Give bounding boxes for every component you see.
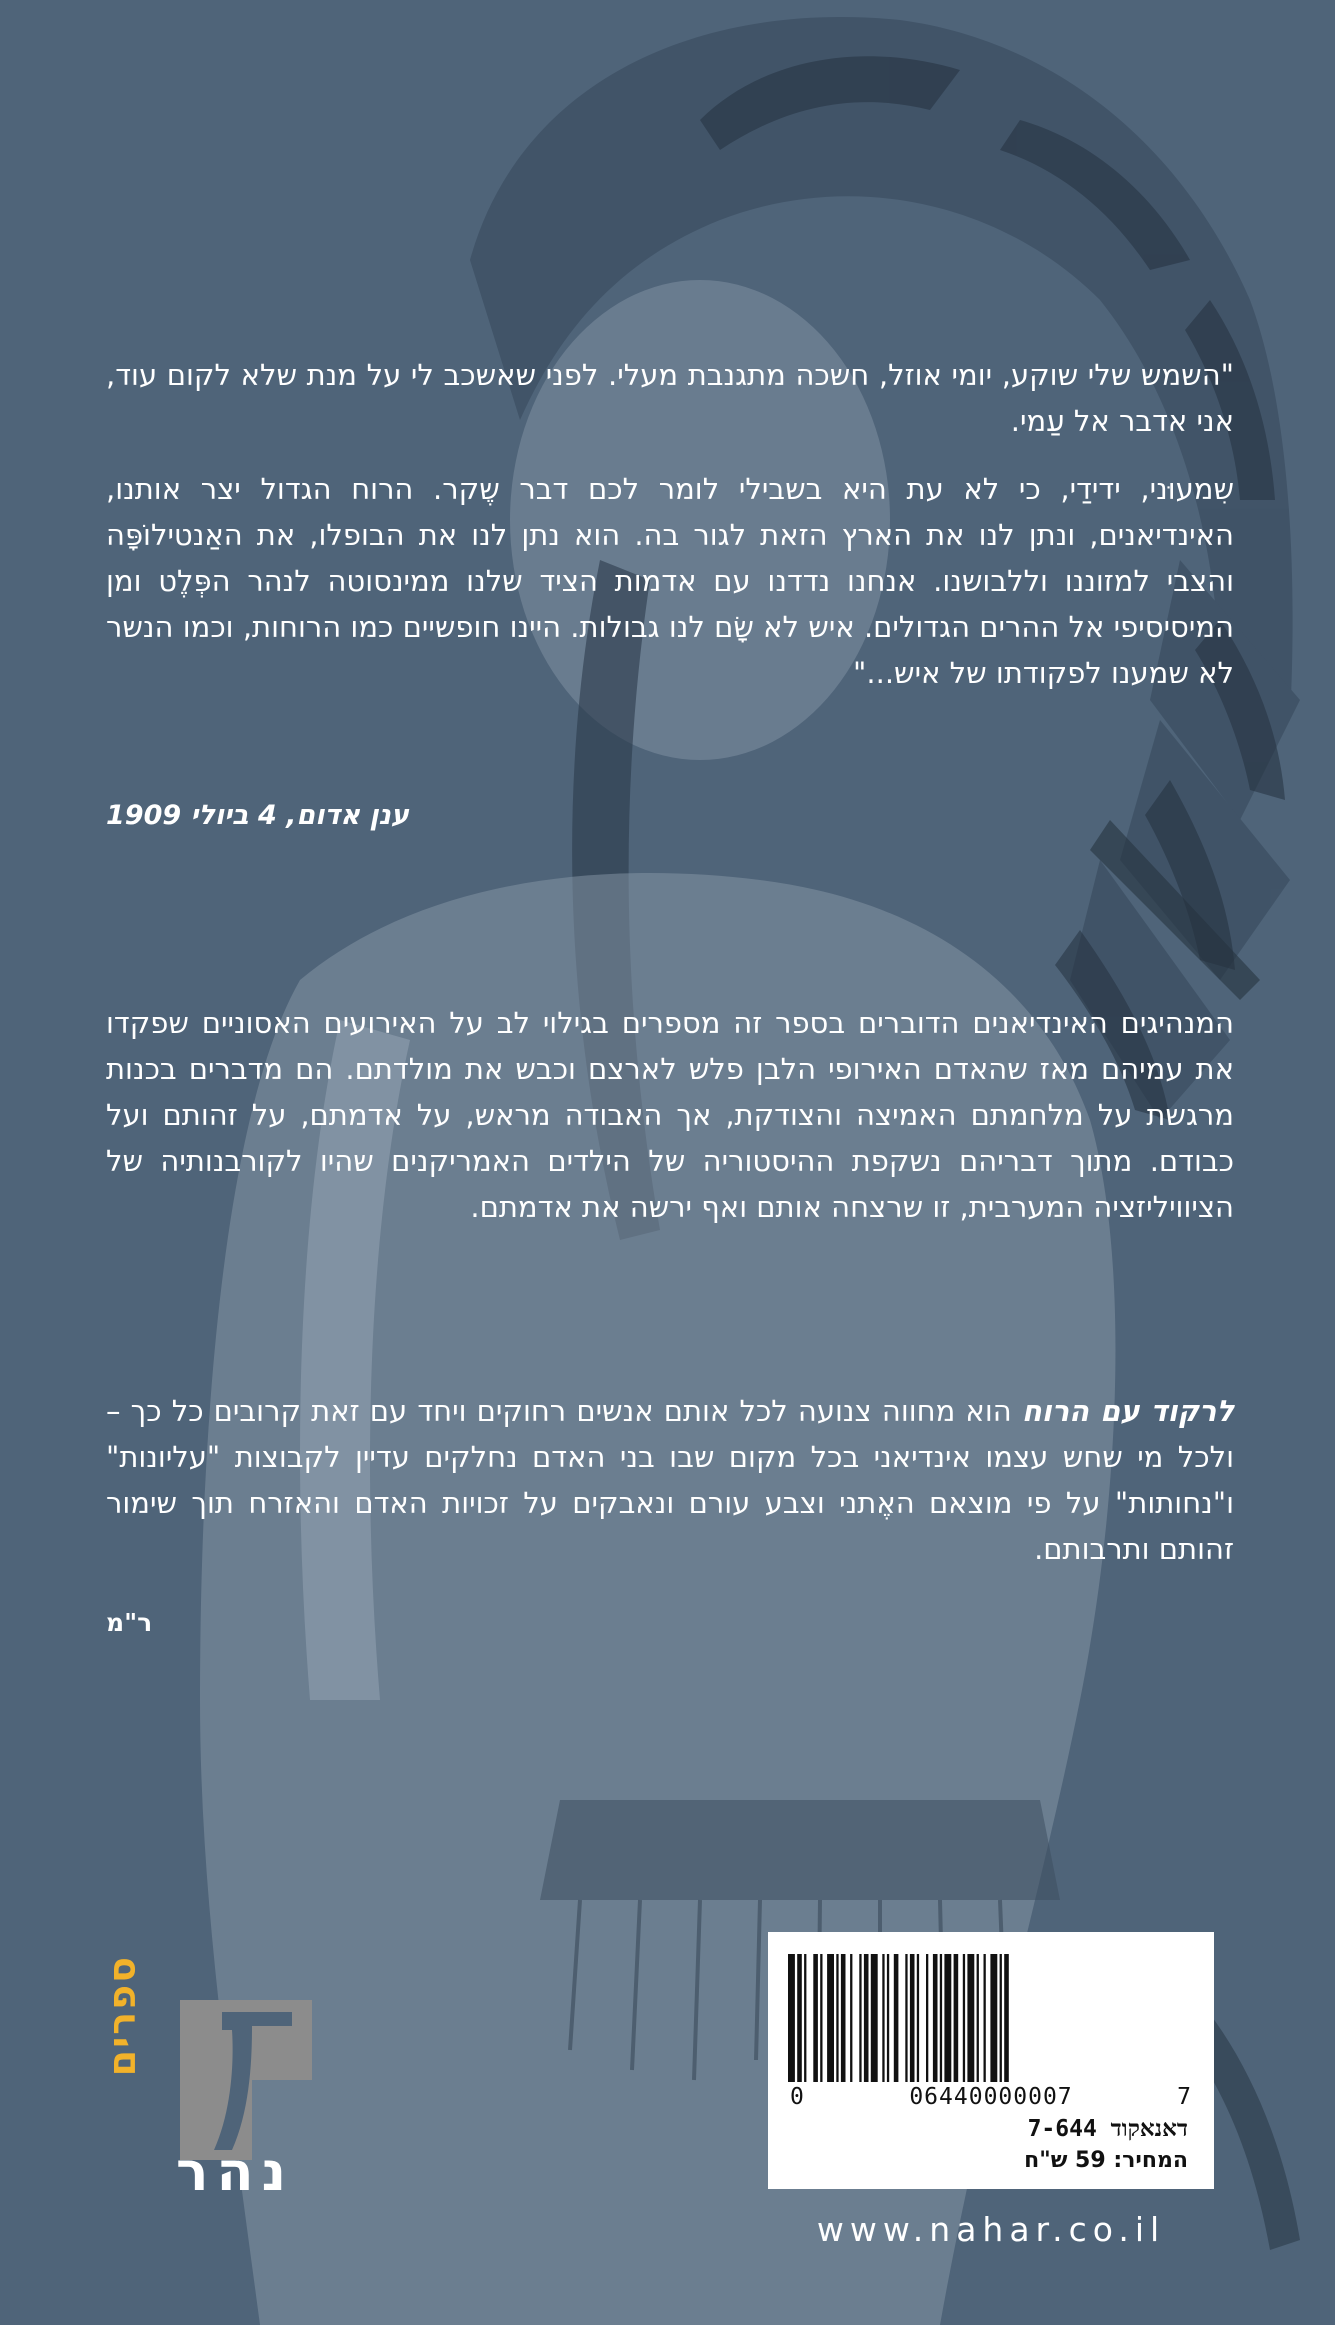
quote-paragraph-1: "השמש שלי שוקע, יומי אוזל, חשכה מתגנבת מעלי. לפני שאשכב לי על מנת שלא לקום עוד, אני אדבר אל עַמי. xyxy=(106,358,1234,438)
barcode-bar xyxy=(944,1954,951,2082)
barcode-bar xyxy=(967,1954,974,2082)
barcode-bar xyxy=(1004,1954,1009,2082)
barcode-bars xyxy=(788,1954,1194,2082)
barcode-box xyxy=(768,1932,1214,2189)
barcode-bar xyxy=(940,1954,942,2082)
barcode-bar xyxy=(887,1954,889,2082)
barcode-bar xyxy=(882,1954,884,2082)
price-label: המחיר: 59 ש"ח xyxy=(1024,2148,1188,2173)
opening-quote xyxy=(106,352,1234,718)
dedication-paragraph xyxy=(106,1388,1234,1572)
barcode-bar xyxy=(917,1954,919,2082)
quote-attribution: ענן אדום, 4 ביולי 1909 xyxy=(106,800,409,831)
barcode-bar xyxy=(836,1954,838,2082)
barcode-bar xyxy=(984,1954,986,2082)
barcode-bar xyxy=(788,1954,795,2082)
barcode-bar xyxy=(977,1954,979,2082)
barcode-bar xyxy=(963,1954,965,2082)
barcode-digit-middle: 06440000007 xyxy=(909,2084,1073,2110)
barcode-bar xyxy=(990,1954,997,2082)
barcode-bar xyxy=(871,1954,878,2082)
quote-paragraph-2: שִמעוּני, ידידַי, כי לא עת היא בשבילי לומר לכם דבר שֶקר. הרוח הגדול יצר אותנו, האינדיאנים, ונתן לנו את הארץ הזאת לגור בה. הוא נתן לנו את הבופלו, את האַנטילוֹפָּה והצבי למזוננו וללבושנו. אנחנו נדדנו עם אדמות הציד שלנו ממינסוטה לנהר הפְּלֶט ומן המיסיסיפי אל ההרים הגדולים. איש לא שָׂם לנו גבולות. היינו חופשיים כמו הרוחות, וכמו הנשר לא שמענו לפקודתו של איש..." xyxy=(106,472,1234,690)
barcode-bar xyxy=(926,1954,928,2082)
barcode-bar xyxy=(820,1954,822,2082)
publisher-website-link[interactable]: www.nahar.co.il xyxy=(816,2210,1166,2249)
book-title: לרקוד עם הרוח xyxy=(1021,1394,1234,1428)
barcode-bar xyxy=(1000,1954,1002,2082)
barcode-digit-first: 0 xyxy=(790,2084,805,2110)
barcode-bar xyxy=(905,1954,907,2082)
barcode-bar xyxy=(804,1954,806,2082)
barcode-bar xyxy=(850,1954,852,2082)
barcode-bar xyxy=(954,1954,959,2082)
barcode-bar xyxy=(910,1954,915,2082)
publisher-name: נהר xyxy=(175,2140,295,2203)
barcode-bar xyxy=(894,1954,899,2082)
barcode-bar xyxy=(859,1954,861,2082)
author-initials: ר"מ xyxy=(106,1608,153,1637)
barcode-bar xyxy=(841,1954,846,2082)
about-section xyxy=(106,1000,1234,1252)
barcode-number xyxy=(790,2084,1192,2110)
about-paragraph: המנהיגים האינדיאנים הדוברים בספר זה מספרים בגילוי לב על האירועים האסוניים שפקדו את עמיהם מאז שהאדם האירופי הלבן פלש לארצם וכבש את מולדתם. הם מדברים בכנות מרגשת על מלחמתם האמיצה והצודקת, אך האבודה מראש, על אדמתם, על זהותם ועל כבודם. מתוך דבריהם נשקפת ההיסטוריה של הילדים האמריקנים שהיו לקורבנותיה של הציוויליזציה המערבית, זו שרצחה אותם ואף ירשה את אדמתם. xyxy=(106,1006,1234,1224)
barcode-code: דאנאקוד 7-644 xyxy=(1027,2116,1188,2142)
publisher-subtitle: ספרים xyxy=(100,1955,144,2077)
barcode-bar xyxy=(827,1954,834,2082)
dedication-text: הוא מחווה צנועה לכל אותם אנשים רחוקים ויחד עם זאת קרובים כל כך – ולכל מי שחש עצמו אינדיאני בכל מקום שבו בני האדם נחלקים עדיין לקבוצות "עליונות" ו"נחותות" על פי מוצאם האֶתני וצבע עורם ונאבקים על זכויות האדם והאזרח תוך שימור זהותם ותרבותם. xyxy=(106,1394,1234,1566)
barcode-bar xyxy=(864,1954,869,2082)
barcode-bar xyxy=(813,1954,818,2082)
dedication-section xyxy=(106,1388,1234,1594)
barcode-bar xyxy=(797,1954,802,2082)
barcode-digit-last: 7 xyxy=(1177,2084,1192,2110)
barcode-bar xyxy=(933,1954,938,2082)
